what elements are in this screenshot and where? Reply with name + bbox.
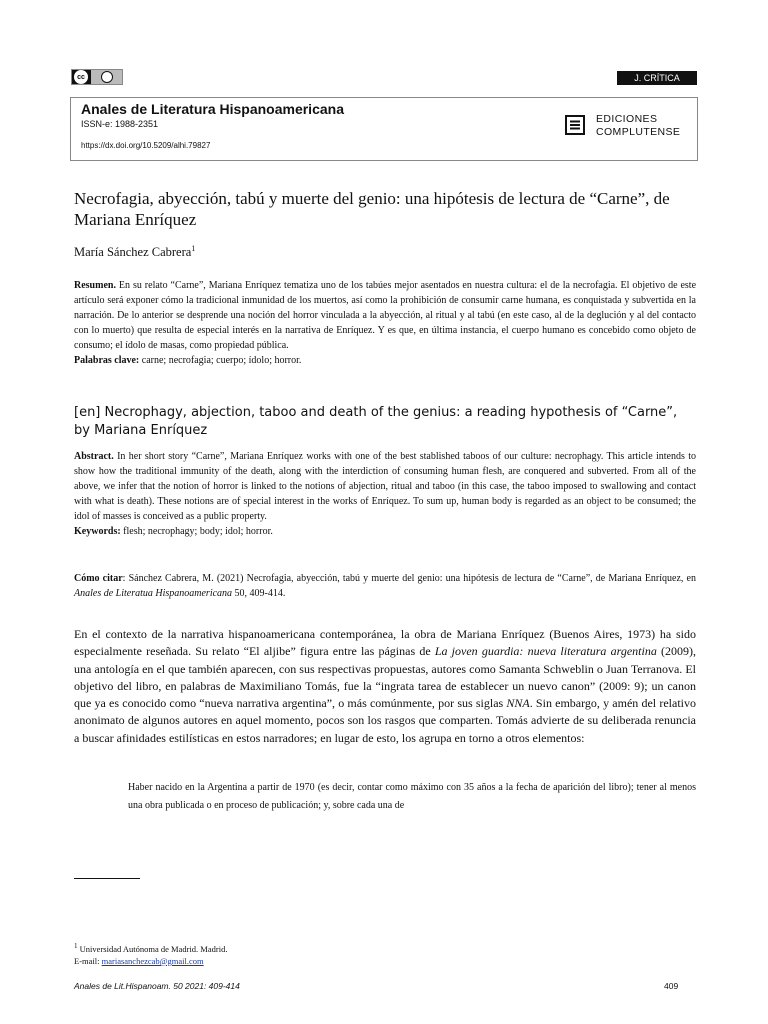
footer-journal-reference: Anales de Lit.Hispanoam. 50 2021: 409-414 — [74, 981, 240, 991]
citation-block — [74, 571, 696, 601]
abstract-label: Abstract. — [74, 451, 114, 462]
abstract-text: In her short story “Carne”, Mariana Enríquez works with one of the best stablished taboos of our culture: necrophagy. This article intends to show how the traditional immunity of the death, along with the interdiction of consuming human flesh, are conquered and subverted. From all of the above, we infer that the notion of horror is linked to the notions of abjection, ritual and taboo (in this case, the taboo imposed to swallowing and contact with what is death). These notions are of special interest in the works of Enríquez. To sum up, human body is regarded as an object to be consumed; the idol of masses is conceived as a public property. — [74, 451, 697, 522]
resumen-label: Resumen. — [74, 280, 116, 291]
palabras-clave-label: Palabras clave: — [74, 355, 140, 366]
resumen-block — [74, 278, 696, 368]
body-paragraph — [74, 626, 696, 747]
body-text-1: En el contexto de la narrativa hispanoamericana contemporánea, la obra de Mariana Enríquez (Buenos Aires, 1973) ha sido especialmente reseñada. Su relato “El aljibe” figura entre las páginas de — [74, 627, 696, 659]
english-title: [en] Necrophagy, abjection, taboo and death of the genius: a reading hypothesis of “Carne”, by Mariana Enríquez — [74, 405, 678, 438]
nna-acronym: NNA — [506, 696, 530, 711]
footnote-mark: 1 — [74, 942, 78, 950]
body-text-2: (2009), una antología en el que también aparecen, con sus respectivas propuestas, autores como Samanta Schweblin o Juan Terranova. El objetivo del libro, en palabras de Maximiliano Tomás, fue la “ingrata tarea de establecer un nuevo canon” (2009: 9); un canon que ya es conocido como “nueva narrativa argentina”, o más comúnmente, por sus siglas — [74, 644, 697, 711]
footnote-divider — [74, 878, 140, 879]
cc-icon: cc — [74, 70, 88, 84]
palabras-clave-text: carne; necrofagia; cuerpo; ídolo; horror. — [141, 355, 302, 366]
ediciones-complutense-logo-icon — [565, 115, 585, 135]
abstract-block — [74, 449, 696, 539]
by-icon — [91, 70, 122, 84]
email-label: E-mail: — [74, 955, 102, 966]
doi-link[interactable]: https://dx.doi.org/10.5209/alhi.79827 — [81, 141, 211, 150]
cc-by-license-badge[interactable] — [71, 69, 123, 85]
citation-text: : Sánchez Cabrera, M. (2021) Necrofagia, abyección, tabú y muerte del genio: una hipótesis de lectura de “Carne”, de Mariana Enríquez, en — [122, 573, 696, 584]
book-title: La joven guardia: nueva literatura argentina — [434, 644, 657, 659]
journal-title: Anales de Literatura Hispanoamericana — [81, 101, 344, 117]
publisher-name — [596, 113, 680, 139]
citation-label: Cómo citar — [74, 573, 123, 584]
section-tag: J. CRÍTICA — [617, 71, 697, 85]
author-footnote-mark[interactable]: 1 — [191, 244, 196, 253]
block-quote: Haber nacido en la Argentina a partir de 1970 (es decir, contar como máximo con 35 años a la fecha de aparición del libro); tener al menos una obra publicada o en proceso de publicación; y, sobre cada una de — [128, 782, 696, 811]
author-email-link[interactable]: mariasanchezcab@gmail.com — [101, 955, 204, 966]
footnote-affiliation: Universidad Autónoma de Madrid. Madrid. — [77, 943, 228, 954]
author-text: María Sánchez Cabrera — [74, 245, 192, 260]
publisher-line-1: EDICIONES — [596, 113, 658, 125]
publisher-line-2: COMPLUTENSE — [596, 126, 681, 138]
resumen-text: En su relato “Carne”, Mariana Enríquez tematiza uno de los tabúes mejor asentados en nuestra cultura: el de la necrofagia. El objetivo de este artículo será exponer cómo la tradicional inmunidad de los muertos, así como la prohibición de consumir carne humana, es conquistada y subvertida en la narración. De lo anterior se desprende una noción del horror vinculada a la abyección, al ritual y al tabú (en este caso, al de la deglución y al del contacto con lo muerto) que resulta de especial interés en la narrativa de Enríquez. Y es que, en última instancia, el cuerpo humano es concebido como objeto de consumo; el ídolo de masas, como propiedad pública. — [74, 280, 697, 351]
article-title: Necrofagia, abyección, tabú y muerte del genio: una hipótesis de lectura de “Carne”, de Mariana Enríquez — [74, 189, 670, 229]
citation-volume: 50, 409-414. — [232, 588, 286, 599]
body-text-3: . Sin embargo, y amén del relativo anonimato de algunos autores en aquel momento, pocos son los rasgos que comparten. Tomás advierte de su deliberada renuncia a buscar afinidades estilísticas en estos narradores; en lugar de esto, los agrupa en torno a otros elementos: — [74, 696, 696, 745]
page-number: 409 — [664, 981, 679, 991]
journal-issn: ISSN-e: 1988-2351 — [81, 119, 159, 129]
keywords-label: Keywords: — [74, 526, 121, 537]
footnote — [74, 940, 227, 967]
citation-journal: Anales de Literatua Hispanoamericana — [74, 588, 233, 599]
keywords-text: flesh; necrophagy; body; idol; horror. — [123, 526, 273, 537]
author-name — [74, 244, 195, 260]
